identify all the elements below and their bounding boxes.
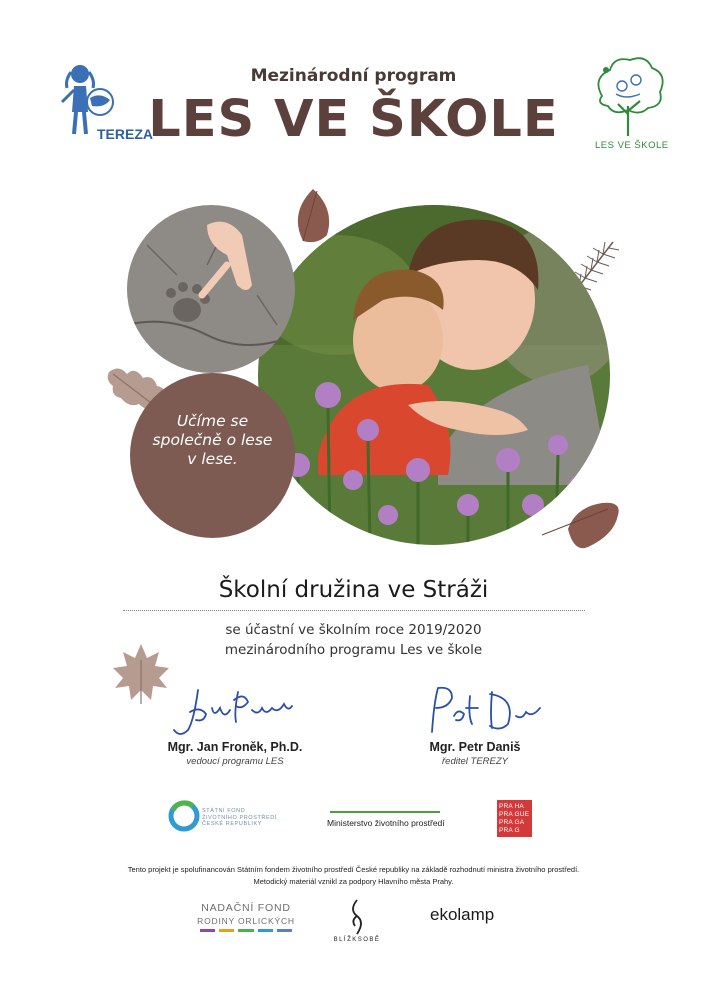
motto-line-3: v lese.: [187, 450, 238, 468]
praha-cell: PRA: [499, 818, 513, 826]
participation-line-1: se účastní ve školním roce 2019/2020: [225, 622, 482, 638]
blizksobe-logo-text: BLÍŽKSOBĚ: [333, 937, 381, 943]
funding-footnote-1: Tento projekt je spolufinancován Státním fondem životního prostředí České republiky na základě rozhodnutí ministra životního prostředí.: [127, 865, 580, 874]
praha-cell: HA: [514, 802, 524, 810]
birch-leaf-icon: [538, 495, 622, 559]
motto-text: [130, 412, 295, 469]
signatory-name-1: Mgr. Jan Froněk, Ph.D.: [167, 740, 303, 754]
sfzp-line-2: ŽIVOTNÍHO PROSTŘEDÍ: [202, 814, 277, 821]
praha-cell: PRA: [499, 802, 513, 810]
praha-cell: PRA: [499, 810, 513, 818]
funding-footnote-2: Metodický materiál vznikl za podpory Hlavního města Prahy.: [253, 877, 454, 886]
praha-cell: PRA: [499, 826, 513, 834]
recipient-name: Školní družina ve Stráži: [218, 577, 489, 603]
praha-logo: [497, 800, 532, 837]
program-kicker: Mezinárodní program: [250, 66, 457, 86]
tereza-logo-text: TEREZA: [97, 126, 153, 142]
recipient-underline: [123, 610, 585, 611]
praha-cell: GUE: [514, 810, 530, 818]
signature-danis: [420, 682, 550, 744]
tree-icon: [588, 56, 668, 140]
les-ve-skole-logo-text: LES VE ŠKOLE: [595, 140, 669, 151]
nadacni-fond-line-2: RODINY ORLICKÝCH: [197, 916, 295, 926]
page-title: LES VE ŠKOLE: [148, 90, 559, 149]
signatory-role-2: ředitel TEREZY: [442, 756, 508, 767]
sfzp-logo-icon: [168, 800, 200, 836]
signature-fronek: [168, 682, 308, 744]
signatory-name-2: Mgr. Petr Daniš: [429, 740, 521, 754]
sfzp-logo-text: [202, 808, 277, 828]
blizksobe-logo-icon: [343, 898, 371, 940]
footprint-photo: [127, 205, 295, 373]
praha-cell: G: [514, 826, 520, 834]
motto-line-2: společně o lese: [152, 431, 273, 449]
participation-line-2: mezinárodního programu Les ve škole: [224, 642, 483, 658]
sfzp-line-1: STÁTNÍ FOND: [202, 808, 246, 814]
nadacni-fond-bars: [200, 929, 292, 932]
nadacni-fond-line-1: NADAČNÍ FOND: [201, 902, 291, 914]
signatory-role-1: vedoucí programu LES: [186, 756, 284, 767]
ekolamp-logo: ekolamp: [430, 905, 495, 924]
motto-line-1: Učíme se: [176, 412, 249, 430]
praha-cell: GA: [514, 818, 525, 826]
les-ve-skole-logo: [588, 56, 668, 140]
ministry-logo-bar: [330, 811, 440, 813]
sfzp-line-3: ČESKÉ REPUBLIKY: [202, 821, 263, 827]
maple-leaf-icon: [110, 640, 172, 710]
children-photo: [258, 205, 610, 545]
ministry-logo-text: Ministerstvo životního prostředí: [327, 818, 445, 828]
